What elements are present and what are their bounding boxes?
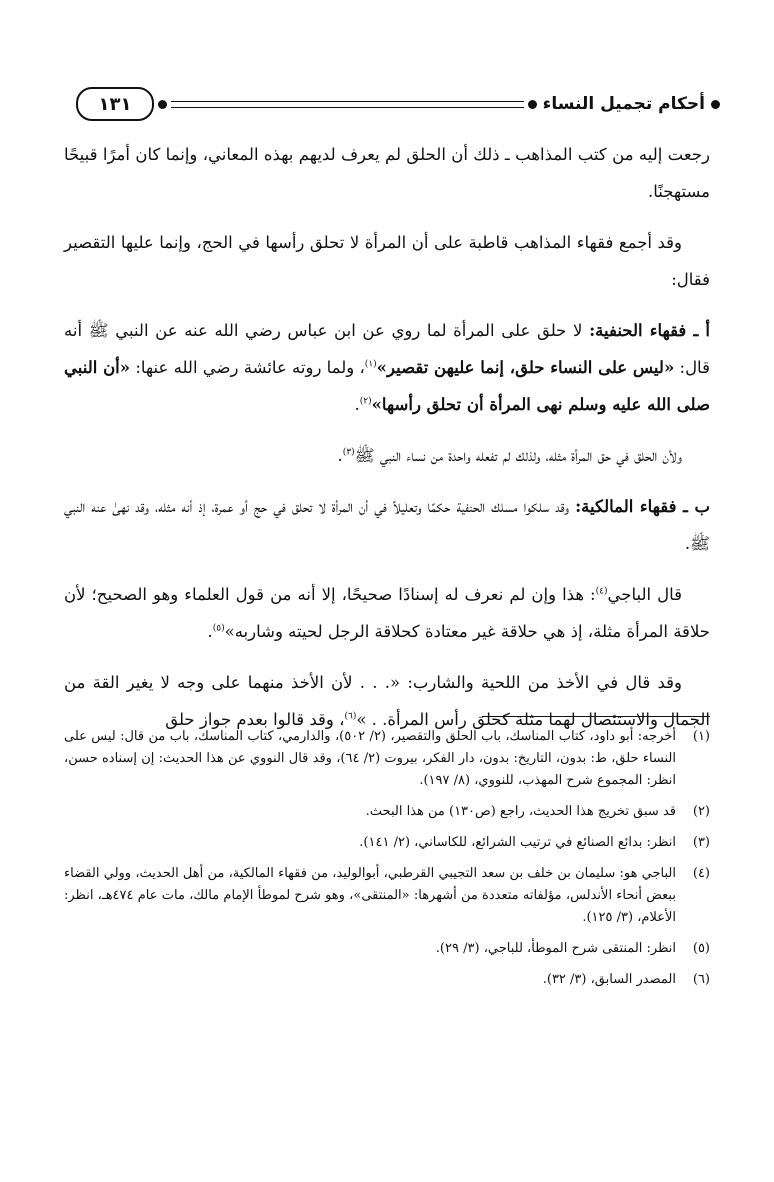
footnotes: [64, 726, 710, 1000]
footnote-ref: (٣): [342, 447, 355, 458]
text-run: وقد قال في الأخذ من اللحية والشارب: «. . . لأن الأخذ منهما على وجه لا يغير القة من الجمال والاستئصال لهما مثلة كحلق رأس المرأة. . »: [64, 673, 710, 729]
footnote: [64, 863, 710, 929]
hadith-quote: «ليس على النساء حلق، إنما عليهن تقصير»: [376, 358, 675, 377]
footnote-text: أخرجه: أبو داود، كتاب المناسك، باب الحلق والتقصير، (٢/ ٥٠٢)، والدارمي، كتاب المناسك، باب من قال: ليس على النساء حلق، ط: بدون، التاريخ: بدون، دار الفكر، بيروت (٢/ ٦٤)، وقد قال النووي عن هذا الحديث: إن إسناده حسن، انظر: المجموع شرح المهذب، للنووي، (٨/ ١٩٧).: [64, 729, 677, 788]
paragraph: [64, 437, 710, 474]
footnote-text: انظر: بدائع الصنائع في ترتيب الشرائع، للكاساني، (٢/ ١٤١).: [359, 835, 676, 850]
footnote-number: (٢): [692, 804, 710, 819]
footnote-ref: (٢): [359, 396, 372, 407]
footnote-ref: (١): [364, 359, 377, 370]
header-rule: [171, 101, 524, 108]
footnote-ref: (٦): [344, 711, 357, 722]
bullet-icon: [158, 100, 167, 109]
hadith-quote: «أن النبي صلى الله عليه وسلم نهى المرأة أن تحلق رأسها»: [64, 358, 710, 414]
main-text: [64, 136, 710, 752]
text-run: لا حلق على المرأة لما روي عن ابن عباس رضي الله عنه عن النبي ﷺ أنه قال:: [64, 321, 710, 377]
text-run: وقد سلكوا مسلك الحنفية حكمًا وتعليلاً في أن المرأة لا تحلق في حج أو عمرة، إذ أنه مثله، وقد نهىٰ عنه النبي ﷺ.: [64, 497, 710, 553]
footnote-ref: (٤): [595, 586, 608, 597]
footnote-number: (٣): [692, 835, 710, 850]
footnote-text: انظر: المنتقى شرح الموطأ، للباجي، (٣/ ٢٩).: [435, 941, 676, 956]
footnote: [64, 938, 710, 960]
section-heading: ب ـ فقهاء المالكية:: [575, 497, 710, 516]
text-run: .: [354, 395, 360, 414]
footnote-number: (٥): [692, 941, 710, 956]
footnote: [64, 832, 710, 854]
text-run: .: [207, 622, 213, 641]
text-run: : هذا وإن لم نعرف له إسنادًا صحيحًا، إلا أنه من قول العلماء وهو الصحيح؛ لأن حلاقة المرأة مثلة، إذ هي حلاقة غير معتادة كحلاقة الرجل لحيته وشاربه»: [64, 585, 710, 641]
paragraph: رجعت إليه من كتب المذاهب ـ ذلك أن الحلق لم يعرف لديهم بهذه المعاني، وإنما كان أمرًا قبيحًا مستهجنًا.: [64, 145, 710, 201]
header-title: أحكام تجميل النساء: [542, 94, 705, 114]
bullet-icon: [528, 100, 537, 109]
page-number: ١٣١: [76, 87, 154, 121]
footnote: [64, 969, 710, 991]
bullet-icon: [711, 100, 720, 109]
footnote-text: الباجي هو: سليمان بن خلف بن سعد التجيبي القرطبي، أبوالوليد، من فقهاء المالكية، من أهل الحديث، وولي القضاء ببعض أنحاء الأندلس، مؤلفاته متعددة من أشهرها: «المنتقى»، وهو شرح لموطأ الإمام مالك، مات عام ٤٧٤هـ، انظر: الأعلام، (٣/ ١٢٥).: [64, 866, 676, 925]
paragraph: [64, 576, 710, 650]
text-run: ولأن الحلق في حق المرأة مثله، ولذلك لم تفعله واحدة من نساء النبي ﷺ: [354, 446, 682, 465]
text-run: ، وقد قالوا بعدم جواز حلق: [165, 710, 345, 729]
running-header: [76, 84, 720, 124]
footnote-text: قد سبق تخريج هذا الحديث، راجع (ص١٣٠) من هذا البحث.: [365, 804, 676, 819]
footnote-number: (٤): [692, 866, 710, 881]
footnote-number: (٦): [692, 972, 710, 987]
paragraph: [64, 312, 710, 423]
text-run: قال الباجي: [607, 585, 683, 604]
footnote: [64, 801, 710, 823]
text-run: ، ولما روته عائشة رضي الله عنها:: [130, 358, 365, 377]
paragraph: [64, 488, 710, 562]
footnote-ref: (٥): [212, 623, 225, 634]
footnote-number: (١): [692, 729, 710, 744]
section-heading: أ ـ فقهاء الحنفية:: [589, 321, 711, 340]
paragraph: وقد أجمع فقهاء المذاهب قاطبة على أن المرأة لا تحلق رأسها في الحج، وإنما عليها التقصير فقال:: [64, 233, 710, 289]
footnote-separator: [482, 716, 710, 717]
text-run: .: [337, 446, 343, 465]
footnote: [64, 726, 710, 792]
footnote-text: المصدر السابق، (٣/ ٣٢).: [542, 972, 676, 987]
